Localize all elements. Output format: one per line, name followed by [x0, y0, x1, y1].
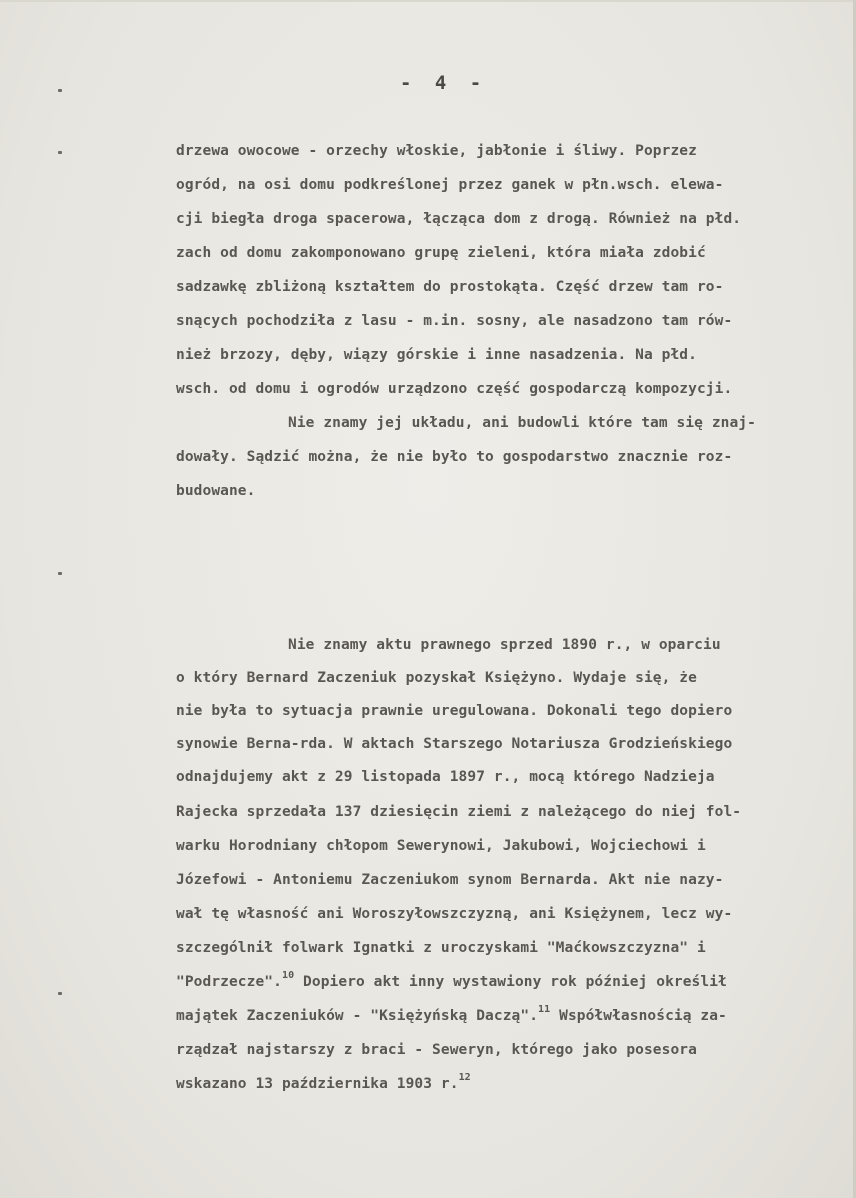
text-line: nież brzozy, dęby, wiązy górskie i inne nasadzenia. Na płd. — [176, 347, 697, 363]
text-line: Józefowi - Antoniemu Zaczeniukom synom Bernarda. Akt nie nazy- — [176, 872, 724, 888]
text-line: szczególnił folwark Ignatki z uroczyskami "Maćkowszczyzna" i — [176, 940, 706, 956]
page-edge-top — [0, 0, 856, 2]
text-line: warku Horodniany chłopom Sewerynowi, Jakubowi, Wojciechowi i — [176, 838, 706, 854]
text-line: dowały. Sądzić można, że nie było to gospodarstwo znacznie roz- — [176, 449, 733, 465]
text-segment: wskazano 13 października 1903 r. — [176, 1076, 459, 1092]
footnote-ref: 11 — [538, 1004, 551, 1015]
text-line: Nie znamy jej układu, ani budowli które tam się znaj- — [288, 415, 756, 431]
text-line: budowane. — [176, 483, 256, 499]
text-line: zach od domu zakomponowano grupę zieleni, która miała zdobić — [176, 245, 706, 261]
text-line — [176, 1006, 826, 1026]
text-line: drzewa owocowe - orzechy włoskie, jabłonie i śliwy. Poprzez — [176, 143, 697, 159]
text-line: sadzawkę zbliżoną kształtem do prostokąta. Część drzew tam ro- — [176, 279, 724, 295]
punch-mark — [58, 992, 62, 995]
text-segment: Dopiero akt inny wystawiony rok później określił — [294, 974, 727, 990]
text-line: synowie Berna-rda. W aktach Starszego Notariusza Grodzieńskiego — [176, 736, 733, 752]
punch-mark — [58, 151, 62, 154]
punch-mark — [58, 572, 62, 575]
text-line: wsch. od domu i ogrodów urządzono część gospodarczą kompozycji. — [176, 381, 733, 397]
footnote-ref: 10 — [281, 970, 295, 981]
footnote-ref: 12 — [458, 1072, 471, 1083]
punch-mark — [58, 89, 62, 92]
text-line — [176, 972, 826, 992]
page-number: - 4 - — [400, 72, 484, 94]
text-line: ogród, na osi domu podkreślonej przez ganek w płn.wsch. elewa- — [176, 177, 724, 193]
text-line — [176, 1074, 826, 1094]
text-line: snących pochodziła z lasu - m.in. sosny, ale nasadzono tam rów- — [176, 313, 733, 329]
text-segment: "Podrzecze". — [176, 974, 282, 990]
text-line: Nie znamy aktu prawnego sprzed 1890 r., w oparciu — [288, 637, 721, 653]
text-line: rządzał najstarszy z braci - Seweryn, którego jako posesora — [176, 1042, 697, 1058]
text-line: nie była to sytuacja prawnie uregulowana. Dokonali tego dopiero — [176, 703, 733, 719]
text-line: wał tę własność ani Woroszyłowszczyzną, ani Księżynem, lecz wy- — [176, 906, 733, 922]
text-line: o który Bernard Zaczeniuk pozyskał Księżyno. Wydaje się, że — [176, 670, 697, 686]
text-line: cji biegła droga spacerowa, łącząca dom z drogą. Również na płd. — [176, 211, 742, 227]
text-segment: majątek Zaczeniuków - "Księżyńską Daczą". — [176, 1008, 539, 1024]
text-segment: Współwłasnością za- — [550, 1008, 727, 1024]
text-line: odnajdujemy akt z 29 listopada 1897 r., mocą którego Nadzieja — [176, 769, 715, 785]
text-line: Rajecka sprzedała 137 dziesięcin ziemi z należącego do niej fol- — [176, 804, 742, 820]
